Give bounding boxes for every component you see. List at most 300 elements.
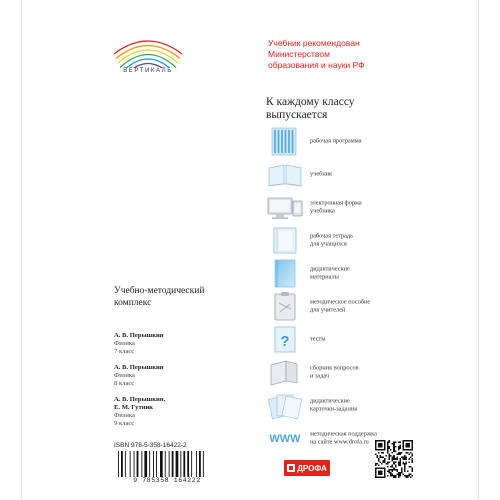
qr-cell [378,470,380,472]
qr-cell [393,455,395,457]
qr-cell [396,457,398,459]
qr-cell [405,445,407,447]
qr-cell [380,470,382,472]
qr-cell [392,457,394,459]
qr-cell [384,470,386,472]
qr-cell [398,472,400,474]
qr-cell [380,476,382,478]
qr-cell [378,452,380,454]
qr-cell [392,458,394,460]
book-author: Е. М. Гутник [114,404,154,411]
kit-item-label-line: материалы [310,273,339,280]
qr-cell [408,466,410,468]
qr-cell [387,475,389,477]
qr-cell [399,461,401,463]
qr-cell [380,445,382,447]
qr-cell [387,442,389,444]
kit-item-website [266,423,476,453]
qr-cell [405,449,407,451]
qr-cell [384,458,386,460]
qr-cell [404,457,406,459]
qr-cell [398,452,400,454]
qr-cell [375,469,377,471]
barcode-bar [199,451,201,477]
book-grade-8 [114,364,164,388]
recommendation-line: образования и науки РФ [268,60,365,70]
qr-cell [411,446,413,448]
qr-cell [396,458,398,460]
qr-cell [399,442,401,444]
qr-cell [395,476,397,478]
qr-cell [405,443,407,445]
qr-cell [393,467,395,469]
qr-cell [387,451,389,453]
qr-cell [407,452,409,454]
qr-cell [410,457,412,459]
qr-cell [402,458,404,460]
qr-cell [380,473,382,475]
qr-cell [402,445,404,447]
open-textbook-icon [266,159,304,189]
qr-cell [377,449,379,451]
didactic-materials-icon [266,258,304,288]
qr-cell [402,463,404,465]
qr-cell [393,448,395,450]
qr-cell [377,440,379,442]
qr-cell [381,440,383,442]
kit-item-label-line: методическая поддержка [310,430,377,438]
qr-cell [389,442,391,444]
kit-item-textbook [266,159,476,189]
qr-cell [401,467,403,469]
qr-cell [375,475,377,477]
qr-cell [402,443,404,445]
qr-cell [378,443,380,445]
qr-cell [405,440,407,442]
book-subject: Физика [114,372,135,379]
qr-cell [407,475,409,477]
kit-item-label [310,170,460,178]
qr-cell [386,455,388,457]
recommendation-text [268,38,468,71]
qr-cell [390,466,392,468]
qr-cell [404,463,406,465]
qr-cell [393,463,395,465]
qr-cell [399,475,401,477]
qr-cell [381,470,383,472]
barcode-bar [141,451,142,477]
kit-item-label [310,398,460,413]
www-icon [266,423,304,453]
kit-item-label-line: для учащихся [310,240,347,247]
qr-cell [390,449,392,451]
qr-cell [384,446,386,448]
book-subject: Физика [114,340,135,347]
qr-cell [399,454,401,456]
barcode-bar [156,451,157,477]
qr-cell [405,475,407,477]
barcode-bar [118,451,119,477]
qr-cell [390,472,392,474]
kit-title [266,96,466,122]
qr-cell [378,440,380,442]
barcode-digits: 9 785358 164222 [133,477,201,484]
qr-cell [404,449,406,451]
qr-cell [383,476,385,478]
logo-text: ВЕРТИКАЛЬ [123,68,173,74]
kit-item-label-line: карточки-задания [310,405,358,412]
qr-cell [375,445,377,447]
qr-cell [384,440,386,442]
qr-cell [381,467,383,469]
qr-cell [395,466,397,468]
barcode-bar [121,451,123,477]
task-cards-icon [266,390,304,420]
qr-cell [377,457,379,459]
qr-cell [404,466,406,468]
qr-cell [389,455,391,457]
kit-item-label [310,299,460,314]
qr-cell [387,461,389,463]
qr-cell [375,440,377,442]
qr-cell [390,473,392,475]
qr-cell [381,463,383,465]
barcode-bar [169,451,170,477]
qr-cell [398,446,400,448]
qr-cell [384,473,386,475]
kit-item-label-line: рабочая тетрадь [310,232,353,240]
qr-cell [396,469,398,471]
qr-cell [383,467,385,469]
kit-item-label [310,266,460,281]
qr-cell [393,461,395,463]
barcode-bar [187,451,189,477]
qr-cell [375,473,377,475]
qr-cell [393,449,395,451]
qr-cell [395,458,397,460]
barcode-bar [125,451,126,477]
qr-cell [411,461,413,463]
qr-cell [401,472,403,474]
qr-cell [387,463,389,465]
qr-cell [383,452,385,454]
qr-cell [399,473,401,475]
qr-cell [381,452,383,454]
qr-cell [377,463,379,465]
book-grade-9 [114,396,165,428]
qr-cell [392,452,394,454]
kit-item-label [310,137,460,145]
qr-cell [404,467,406,469]
qr-cell [398,464,400,466]
qr-cell [380,467,382,469]
qr-cell [399,446,401,448]
qr-cell [384,469,386,471]
qr-cell [399,460,401,462]
barcode-bar [149,451,150,477]
qr-cell [395,475,397,477]
qr-cell [392,466,394,468]
drofa-mark-icon [287,464,295,472]
qr-cell [387,443,389,445]
qr-cell [390,469,392,471]
qr-cell [375,467,377,469]
qr-cell [398,463,400,465]
qr-cell [387,445,389,447]
qr-cell [384,467,386,469]
barcode-bar [176,451,179,477]
qr-cell [380,455,382,457]
qr-cell [402,461,404,463]
qr-cell [411,470,413,472]
kit-item-label-line: на сайте www.drofa.ru [310,438,369,445]
qr-cell [408,475,410,477]
qr-cell [381,449,383,451]
qr-cell [407,445,409,447]
recommendation-line: Министерством [268,49,330,59]
qr-cell [404,464,406,466]
qr-cell [387,448,389,450]
qr-cell [378,467,380,469]
kit-item-label [310,200,460,215]
qr-cell [386,463,388,465]
kit-item-methodical [266,291,476,321]
kit-item-label-line: учебник [310,170,333,178]
qr-cell [389,472,391,474]
qr-cell [393,442,395,444]
kit-item-label [310,335,460,343]
book-grade-7 [114,332,164,356]
qr-code-icon [375,440,413,478]
qr-cell [380,457,382,459]
qr-cell [402,473,404,475]
qr-cell [410,440,412,442]
qr-cell [392,473,394,475]
qr-cell [389,461,391,463]
isbn-text: ISBN 978-5-358-16422-2 [114,442,187,449]
qr-cell [381,473,383,475]
qr-cell [411,449,413,451]
kit-item-tests [266,324,476,354]
qr-cell [398,476,400,478]
qr-cell [375,442,377,444]
qr-cell [393,469,395,471]
qr-cell [384,475,386,477]
question-test-icon [266,324,304,354]
qr-cell [398,473,400,475]
qr-cell [404,470,406,472]
qr-cell [392,475,394,477]
qr-cell [407,443,409,445]
qr-cell [377,476,379,478]
barcode-bar [137,451,139,477]
qr-cell [411,443,413,445]
qr-cell [402,449,404,451]
qr-cell [404,455,406,457]
kit-item-label-line: и задач [310,372,330,379]
kit-item-label-line: дидактические [310,265,350,273]
kit-item-program [266,126,476,156]
qr-cell [411,475,413,477]
qr-cell [389,470,391,472]
qr-cell [401,469,403,471]
qr-cell [396,473,398,475]
barcode-bar [153,451,154,477]
www-icon-text: WWW [269,433,301,445]
qr-cell [381,476,383,478]
qr-cell [378,472,380,474]
qr-cell [395,461,397,463]
kit-item-label-line: методическое пособие [310,298,371,306]
qr-cell [389,469,391,471]
qr-cell [395,464,397,466]
qr-cell [410,466,412,468]
book-author: А. В. Перышкин [114,364,164,371]
qr-cell [407,446,409,448]
kit-item-cards [266,390,476,420]
qr-cell [402,448,404,450]
qr-cell [393,446,395,448]
qr-cell [408,449,410,451]
qr-cell [389,440,391,442]
qr-cell [396,454,398,456]
book-grade: 8 класс [114,380,135,387]
qr-cell [392,470,394,472]
qr-cell [387,470,389,472]
qr-cell [402,442,404,444]
qr-cell [375,443,377,445]
qr-cell [383,460,385,462]
qr-cell [408,446,410,448]
qr-cell [408,454,410,456]
barcode-icon [114,451,220,477]
qr-cell [393,451,395,453]
qr-cell [411,467,413,469]
qr-cell [408,440,410,442]
barcode-bar [144,451,147,477]
qr-cell [395,469,397,471]
kit-item-problems [266,357,476,387]
qr-cell [405,463,407,465]
qr-cell [401,470,403,472]
barcode-bar [196,451,197,477]
qr-cell [411,448,413,450]
qr-cell [393,458,395,460]
barcode-bar [172,451,174,477]
umk-title [114,285,204,309]
qr-cell [399,472,401,474]
qr-cell [387,446,389,448]
qr-cell [411,460,413,462]
qr-cell [381,443,383,445]
barcode-bar [183,451,185,477]
qr-cell [396,470,398,472]
kit-item-label [310,365,460,380]
qr-cell [375,454,377,456]
qr-cell [377,467,379,469]
qr-cell [380,446,382,448]
qr-cell [393,476,395,478]
svg-text:?: ? [280,333,290,350]
qr-cell [393,475,395,477]
qr-cell [393,445,395,447]
kit-title-line: К каждому классу [266,96,355,108]
umk-title-line: Учебно-методический [114,286,205,296]
qr-cell [407,440,409,442]
qr-cell [405,458,407,460]
qr-cell [384,461,386,463]
qr-cell [401,452,403,454]
book-author: А. В. Перышкин, [114,396,166,403]
recommendation-line: Учебник рекомендован [268,38,360,48]
qr-cell [380,449,382,451]
qr-cell [393,443,395,445]
qr-cell [407,476,409,478]
qr-cell [401,457,403,459]
qr-cell [410,452,412,454]
qr-cell [411,440,413,442]
qr-cell [375,463,377,465]
kit-title-line: выпускается [266,109,328,121]
barcode-bar [180,451,181,477]
qr-cell [375,448,377,450]
qr-cell [410,476,412,478]
qr-cell [404,469,406,471]
qr-cell [384,460,386,462]
drofa-name: ДРОФА [297,463,327,473]
qr-cell [381,445,383,447]
kit-item-label-line: рабочая программа [310,137,362,145]
qr-cell [378,446,380,448]
qr-cell [398,475,400,477]
qr-cell [410,449,412,451]
qr-cell [378,445,380,447]
qr-cell [383,461,385,463]
qr-cell [375,446,377,448]
qr-cell [405,461,407,463]
qr-cell [407,470,409,472]
qr-cell [393,457,395,459]
qr-cell [398,454,400,456]
book-grade: 9 класс [114,420,135,427]
qr-cell [384,445,386,447]
qr-cell [375,464,377,466]
qr-cell [395,446,397,448]
qr-cell [392,469,394,471]
qr-cell [404,440,406,442]
qr-cell [384,443,386,445]
qr-cell [384,448,386,450]
qr-cell [380,472,382,474]
logo-arc [120,55,176,68]
qr-cell [411,455,413,457]
computer-tablet-icon [266,192,304,222]
qr-cell [375,472,377,474]
kit-item-label-line: тесты [310,335,326,343]
qr-cell [377,455,379,457]
qr-cell [398,442,400,444]
qr-cell [405,457,407,459]
qr-cell [389,457,391,459]
kit-item-label [310,233,460,248]
qr-cell [375,476,377,478]
qr-cell [381,472,383,474]
qr-cell [399,452,401,454]
qr-cell [399,463,401,465]
qr-cell [402,446,404,448]
qr-cell [392,464,394,466]
kit-item-label-line: дидактические [310,397,350,405]
